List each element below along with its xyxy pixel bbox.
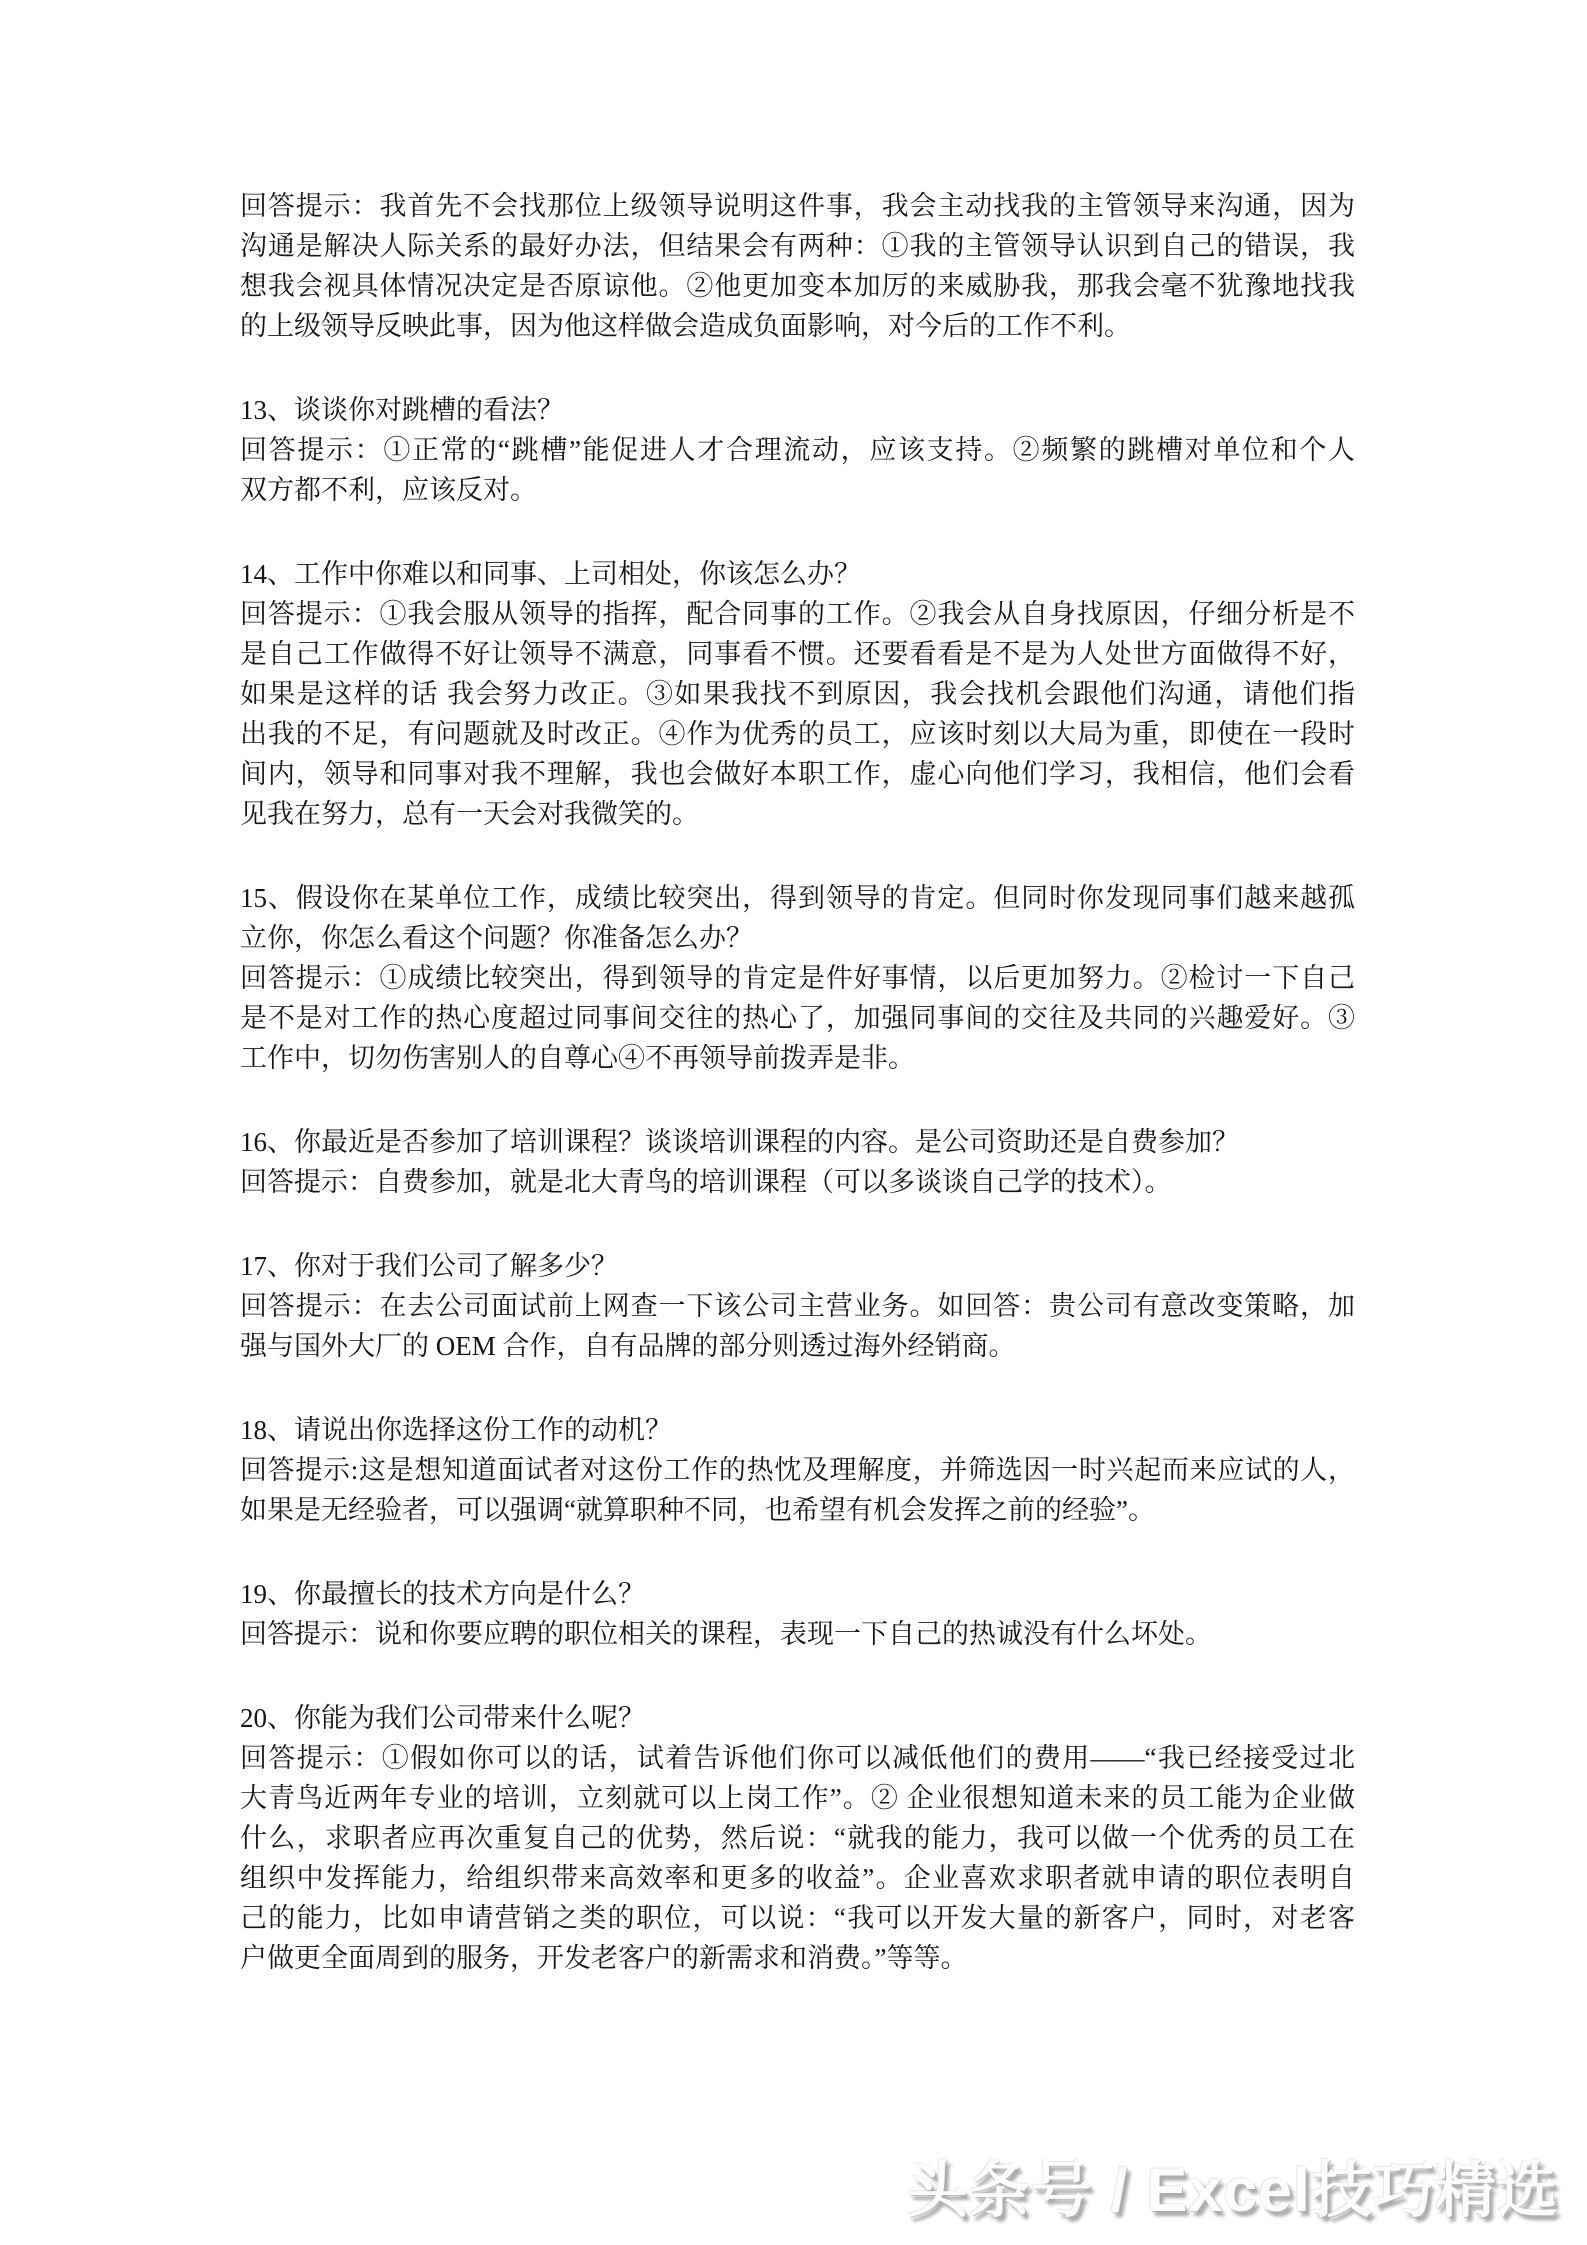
answer-line: 回答提示：①成绩比较突出，得到领导的肯定是件好事情，以后更加努力。②检讨一下自己 — [240, 963, 1355, 993]
answer-line: 见我在努力，总有一天会对我微笑的。 — [240, 799, 699, 829]
qa-section — [240, 1410, 1355, 1530]
answer-line: 想我会视具体情况决定是否原谅他。②他更加变本加厉的来威胁我，那我会毫不犹豫地找我 — [240, 271, 1355, 301]
answer-line: 回答提示：①假如你可以的话，试着告诉他们你可以减低他们的费用——“我已经接受过北 — [240, 1743, 1355, 1773]
answer-line: 强与国外大厂的 OEM 合作，自有品牌的部分则透过海外经销商。 — [240, 1331, 1016, 1361]
question-line: 17、你对于我们公司了解多少？ — [240, 1251, 618, 1281]
answer-line: 组织中发挥能力，给组织带来高效率和更多的收益”。企业喜欢求职者就申请的职位表明自 — [240, 1863, 1355, 1893]
question-line: 立你，你怎么看这个问题？你准备怎么办？ — [240, 923, 753, 953]
qa-section — [240, 186, 1355, 346]
question-line: 16、你最近是否参加了培训课程？谈谈培训课程的内容。是公司资助还是自费参加？ — [240, 1127, 1239, 1157]
answer-line: 如果是无经验者，可以强调“就算职种不同，也希望有机会发挥之前的经验”。 — [240, 1495, 1155, 1525]
answer-line: 沟通是解决人际关系的最好办法，但结果会有两种：①我的主管领导认识到自己的错误，我 — [240, 231, 1355, 261]
qa-section — [240, 1246, 1355, 1366]
answer-line: 回答提示：①我会服从领导的指挥，配合同事的工作。②我会从自身找原因，仔细分析是不 — [240, 599, 1355, 629]
answer-line: 如果是这样的话 我会努力改正。③如果我找不到原因，我会找机会跟他们沟通，请他们指 — [240, 679, 1355, 709]
answer-line: 回答提示：我首先不会找那位上级领导说明这件事，我会主动找我的主管领导来沟通，因为 — [240, 191, 1355, 221]
question-line: 13、谈谈你对跳槽的看法？ — [240, 395, 564, 425]
qa-section — [240, 390, 1355, 510]
qa-section — [240, 1122, 1355, 1202]
answer-line: 双方都不利，应该反对。 — [240, 475, 537, 505]
question-line: 19、你最擅长的技术方向是什么？ — [240, 1579, 645, 1609]
answer-line: 户做更全面周到的服务，开发老客户的新需求和消费。”等等。 — [240, 1943, 968, 1973]
document-content — [240, 186, 1355, 2022]
answer-line: 回答提示：①正常的“跳槽”能促进人才合理流动，应该支持。②频繁的跳槽对单位和个人 — [240, 435, 1355, 465]
qa-section — [240, 878, 1355, 1078]
question-line: 18、请说出你选择这份工作的动机？ — [240, 1415, 672, 1445]
answer-line: 回答提示:这是想知道面试者对这份工作的热忱及理解度，并筛选因一时兴起而来应试的人， — [240, 1455, 1355, 1485]
answer-line: 回答提示：说和你要应聘的职位相关的课程，表现一下自己的热诚没有什么坏处。 — [240, 1619, 1212, 1649]
answer-line: 间内，领导和同事对我不理解，我也会做好本职工作，虚心向他们学习，我相信，他们会看 — [240, 759, 1355, 789]
answer-line: 回答提示：自费参加，就是北大青鸟的培训课程（可以多谈谈自己学的技术）。 — [240, 1167, 1172, 1197]
answer-line: 出我的不足，有问题就及时改正。④作为优秀的员工，应该时刻以大局为重，即使在一段时 — [240, 719, 1355, 749]
answer-line: 是自己工作做得不好让领导不满意，同事看不惯。还要看看是不是为人处世方面做得不好， — [240, 639, 1355, 669]
answer-line: 大青鸟近两年专业的培训，立刻就可以上岗工作”。② 企业很想知道未来的员工能为企业做 — [240, 1783, 1355, 1813]
question-line: 20、你能为我们公司带来什么呢？ — [240, 1703, 645, 1733]
answer-line: 己的能力，比如申请营销之类的职位，可以说：“我可以开发大量的新客户，同时，对老客 — [240, 1903, 1355, 1933]
answer-line: 的上级领导反映此事，因为他这样做会造成负面影响，对今后的工作不利。 — [240, 311, 1131, 341]
question-line: 14、工作中你难以和同事、上司相处，你该怎么办？ — [240, 559, 861, 589]
watermark: 头条号 / Excel技巧精选 — [906, 2156, 1559, 2224]
answer-line: 回答提示：在去公司面试前上网查一下该公司主营业务。如回答：贵公司有意改变策略，加 — [240, 1291, 1355, 1321]
answer-line: 是不是对工作的热心度超过同事间交往的热心了，加强同事间的交往及共同的兴趣爱好。③ — [240, 1003, 1355, 1033]
question-line: 15、假设你在某单位工作，成绩比较突出，得到领导的肯定。但同时你发现同事们越来越孤 — [240, 883, 1355, 913]
answer-line: 工作中，切勿伤害别人的自尊心④不再领导前拨弄是非。 — [240, 1043, 915, 1073]
qa-section — [240, 554, 1355, 834]
qa-section — [240, 1698, 1355, 1978]
answer-line: 什么，求职者应再次重复自己的优势，然后说：“就我的能力，我可以做一个优秀的员工在 — [240, 1823, 1355, 1853]
qa-section — [240, 1574, 1355, 1654]
